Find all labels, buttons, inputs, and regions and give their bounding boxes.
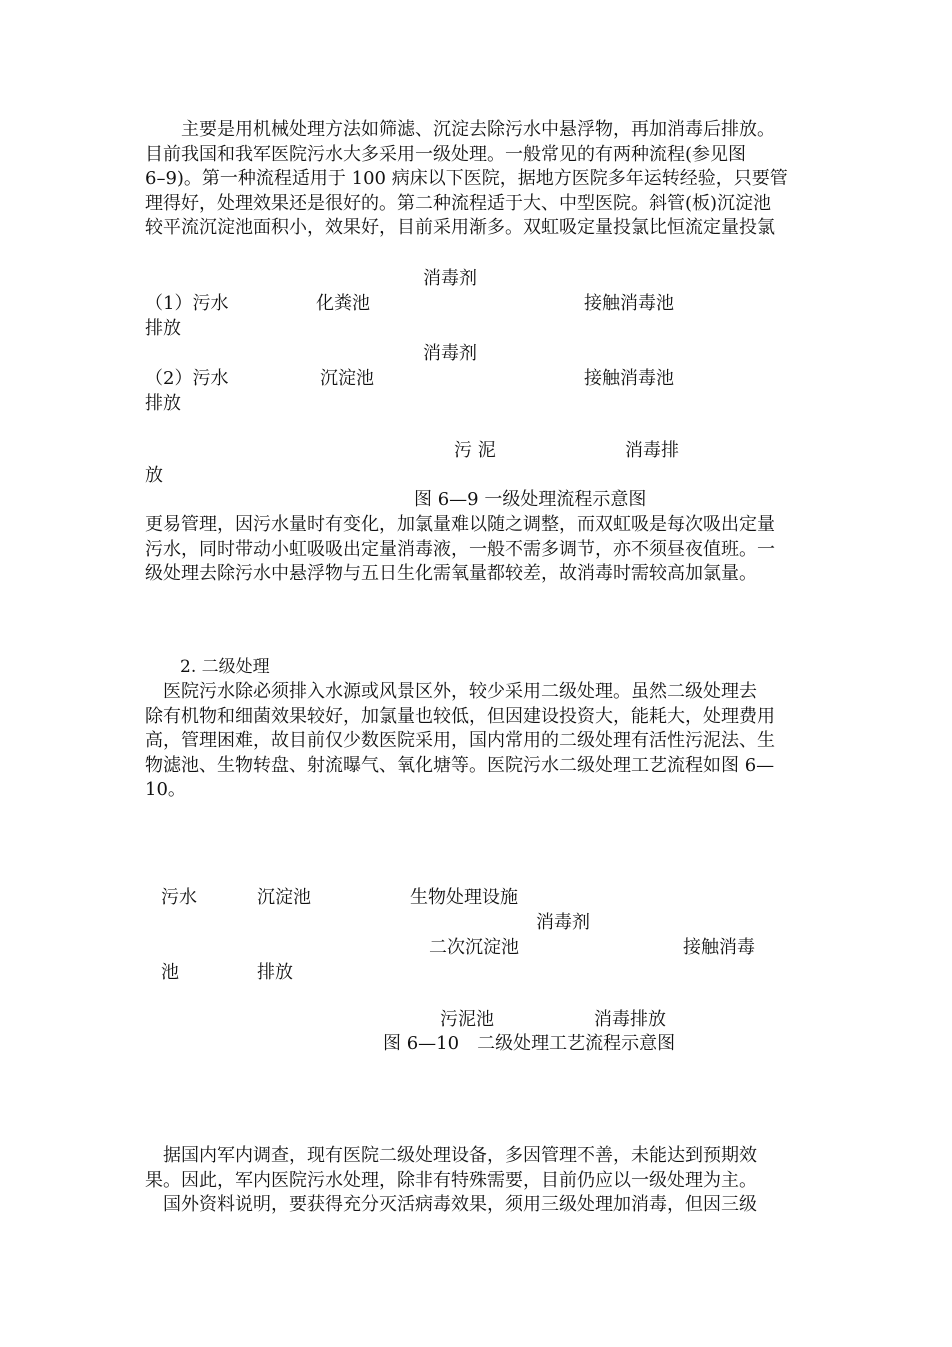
text-line: 6–9)。第一种流程适用于 100 病床以下医院，据地方医院多年运转经验，只要管 xyxy=(145,168,788,189)
text-line: 主要是用机械处理方法如筛滤、沉淀去除污水中悬浮物，再加消毒后排放。 xyxy=(145,119,775,140)
closing-paragraph xyxy=(145,1144,811,1218)
continuation-paragraph xyxy=(145,513,811,587)
fig1-row2-settling-tank: 沉淀池 xyxy=(320,368,374,389)
fig2-sewage: 污水 xyxy=(161,887,197,908)
fig1-row2-discharge: 排放 xyxy=(145,393,181,414)
text-line: 较平流沉淀池面积小，效果好，目前采用渐多。双虹吸定量投氯比恒流定量投氯 xyxy=(145,217,775,238)
text-line: 污水，同时带动小虹吸吸出定量消毒液，一般不需多调节，亦不须昼夜值班。一 xyxy=(145,538,775,560)
text-line: 更易管理，因污水量时有变化，加氯量难以随之调整，而双虹吸是每次吸出定量 xyxy=(145,514,775,535)
text-line: 级处理去除污水中悬浮物与五日生化需氧量都较差，故消毒时需较高加氯量。 xyxy=(145,563,757,584)
text-line: 10。 xyxy=(145,779,186,800)
fig1-row2-contact-tank: 接触消毒池 xyxy=(584,368,674,389)
fig2-settling-tank: 沉淀池 xyxy=(257,887,311,908)
fig2-contact-tank: 接触消毒 xyxy=(683,937,755,958)
fig2-contact-tank-wrap: 池 xyxy=(161,962,179,983)
fig2-sludge-tank: 污泥池 xyxy=(440,1009,494,1030)
fig2-bio-treatment: 生物处理设施 xyxy=(410,887,518,908)
intro-paragraph xyxy=(145,118,811,241)
fig1-caption: 图 6—9 一级处理流程示意图 xyxy=(414,489,647,510)
fig1-row1-contact-tank: 接触消毒池 xyxy=(584,293,674,314)
fig1-row1-disinfectant: 消毒剂 xyxy=(423,268,477,289)
fig1-sludge-disinfect-wrap: 放 xyxy=(145,465,163,486)
fig1-row1-sewage: （1）污水 xyxy=(145,293,229,314)
text-line: 除有机物和细菌效果较好，加氯量也较低，但因建设投资大，能耗大，处理费用 xyxy=(145,705,775,727)
section-heading: 2. 二级处理 xyxy=(180,657,270,677)
text-line: 目前我国和我军医院污水大多采用一级处理。一般常见的有两种流程(参见图 xyxy=(145,143,747,165)
fig2-discharge: 排放 xyxy=(257,962,293,983)
fig1-sludge-disinfect: 消毒排 xyxy=(625,440,679,461)
text-line: 国外资料说明，要获得充分灭活病毒效果，须用三级处理加消毒，但因三级 xyxy=(145,1194,757,1215)
text-line: 医院污水除必须排入水源或风景区外，较少采用二级处理。虽然二级处理去 xyxy=(145,681,757,702)
fig1-row2-sewage: （2）污水 xyxy=(145,368,229,389)
fig1-row2-disinfectant: 消毒剂 xyxy=(423,343,477,364)
text-line: 高，管理困难，故目前仅少数医院采用，国内常用的二级处理有活性污泥法、生 xyxy=(145,730,775,751)
fig2-sludge-disinfect: 消毒排放 xyxy=(594,1009,666,1030)
fig1-row1-discharge: 排放 xyxy=(145,318,181,339)
fig1-sludge: 污 泥 xyxy=(454,440,496,461)
fig1-row1-septic-tank: 化粪池 xyxy=(316,293,370,314)
fig2-secondary-settling: 二次沉淀池 xyxy=(429,937,519,958)
text-line: 理得好，处理效果还是很好的。第二种流程适于大、中型医院。斜管(板)沉淀池 xyxy=(145,192,772,214)
fig2-caption: 图 6—10 二级处理工艺流程示意图 xyxy=(383,1033,676,1054)
text-line: 物滤池、生物转盘、射流曝气、氧化塘等。医院污水二级处理工艺流程如图 6— xyxy=(145,754,775,776)
section2-paragraph xyxy=(145,680,811,803)
text-line: 果。因此，军内医院污水处理，除非有特殊需要，目前仍应以一级处理为主。 xyxy=(145,1169,757,1191)
text-line: 据国内军内调查，现有医院二级处理设备，多因管理不善，未能达到预期效 xyxy=(145,1145,757,1166)
fig2-disinfectant: 消毒剂 xyxy=(536,912,590,933)
